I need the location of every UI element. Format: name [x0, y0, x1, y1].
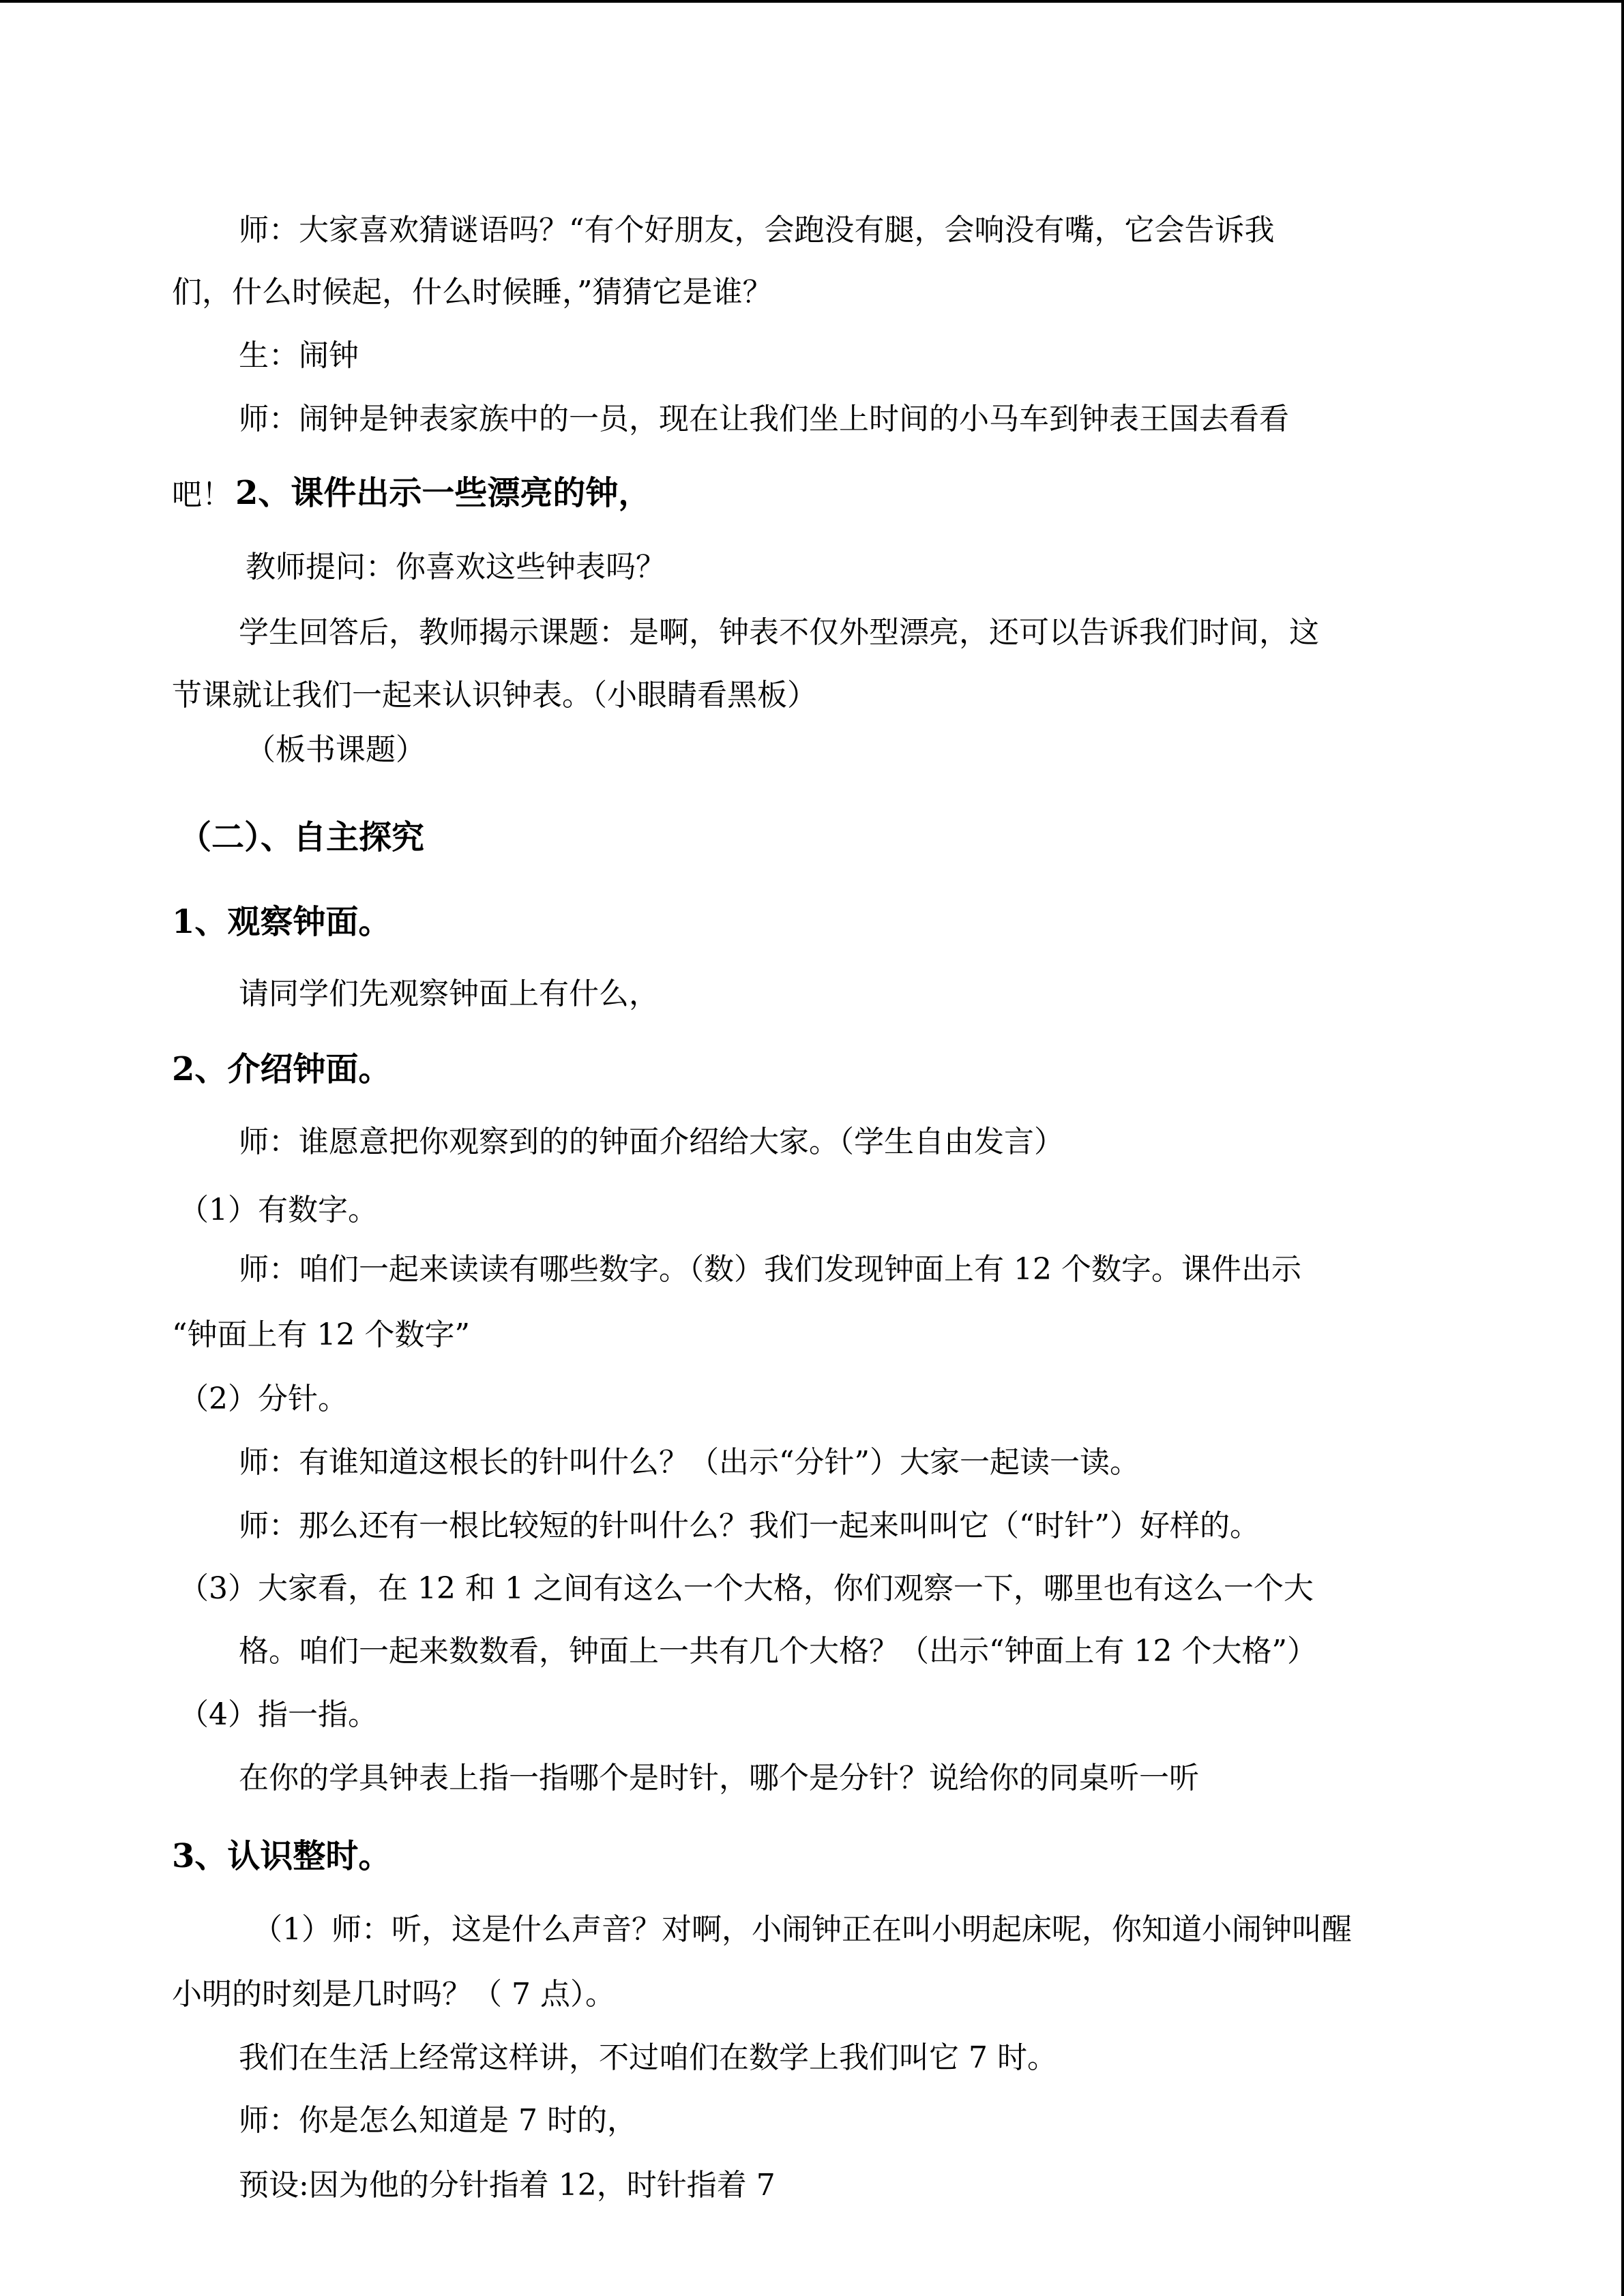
paragraph-line: 师：有谁知道这根长的针叫什么？（出示“分针”）大家一起读一读。 — [239, 1445, 1140, 1480]
section-heading: 2、介绍钟面。 — [172, 1050, 392, 1088]
paragraph-line: 师：咱们一起来读读有哪些数字。（数）我们发现钟面上有 12 个数字。课件出示 — [239, 1252, 1301, 1287]
section-heading: 3、认识整时。 — [172, 1837, 392, 1875]
section-heading: 1、观察钟面。 — [172, 903, 392, 941]
paragraph-line: （1）师：听，这是什么声音？对啊，小闹钟正在叫小明起床呢，你知道小闹钟叫醒 — [252, 1912, 1352, 1947]
section-heading: （二）、自主探究 — [179, 818, 425, 856]
paragraph-line: 师：你是怎么知道是 7 时的， — [239, 2103, 637, 2138]
paragraph-line: “钟面上有 12 个数字” — [172, 1317, 470, 1352]
paragraph-line: 生：闹钟 — [239, 338, 359, 373]
paragraph-line: 们，什么时候起，什么时候睡，”猜猜它是谁？ — [172, 275, 773, 310]
paragraph-line: （板书课题） — [246, 732, 426, 767]
paragraph-line: 我们在生活上经常这样讲，不过咱们在数学上我们叫它 7 时。 — [239, 2040, 1057, 2075]
paragraph-line: 教师提问：你喜欢这些钟表吗？ — [246, 550, 666, 584]
paragraph-line: 格。咱们一起来数数看，钟面上一共有几个大格？（出示“钟面上有 12 个大格”） — [239, 1634, 1317, 1669]
page-right-border — [1621, 0, 1624, 2296]
paragraph-line: 师：大家喜欢猜谜语吗？“有个好朋友，会跑没有腿，会响没有嘴，它会告诉我 — [239, 213, 1275, 248]
paragraph-line: （1）有数字。 — [179, 1193, 378, 1227]
paragraph-line: 小明的时刻是几时吗？（ 7 点）。 — [172, 1977, 615, 2012]
paragraph-line: （4）指一指。 — [179, 1697, 378, 1732]
paragraph-line: 请同学们先观察钟面上有什么， — [239, 976, 659, 1011]
paragraph-line: 在你的学具钟表上指一指哪个是时针，哪个是分针？说给你的同桌听一听 — [239, 1761, 1199, 1795]
paragraph-line: 师：那么还有一根比较短的针叫什么？我们一起来叫叫它（“时针”）好样的。 — [239, 1508, 1260, 1543]
paragraph-line: （2）分针。 — [179, 1382, 348, 1416]
paragraph-line: （3）大家看，在 12 和 1 之间有这么一个大格，你们观察一下，哪里也有这么一个大 — [179, 1571, 1314, 1606]
paragraph-line: 学生回答后，教师揭示课题：是啊，钟表不仅外型漂亮，还可以告诉我们时间，这 — [239, 615, 1319, 650]
page-top-border — [0, 0, 1624, 3]
section-heading: 2、课件出示一些漂亮的钟， — [235, 474, 651, 512]
paragraph-line: 节课就让我们一起来认识钟表。（小眼睛看黑板） — [172, 678, 817, 713]
paragraph-line: 师：谁愿意把你观察到的的钟面介绍给大家。（学生自由发言） — [239, 1124, 1064, 1159]
paragraph-line: 师：闹钟是钟表家族中的一员，现在让我们坐上时间的小马车到钟表王国去看看 — [239, 402, 1289, 436]
paragraph-line: 吧！ — [172, 477, 232, 512]
paragraph-line: 预设:因为他的分针指着 12，时针指着 7 — [239, 2168, 776, 2203]
